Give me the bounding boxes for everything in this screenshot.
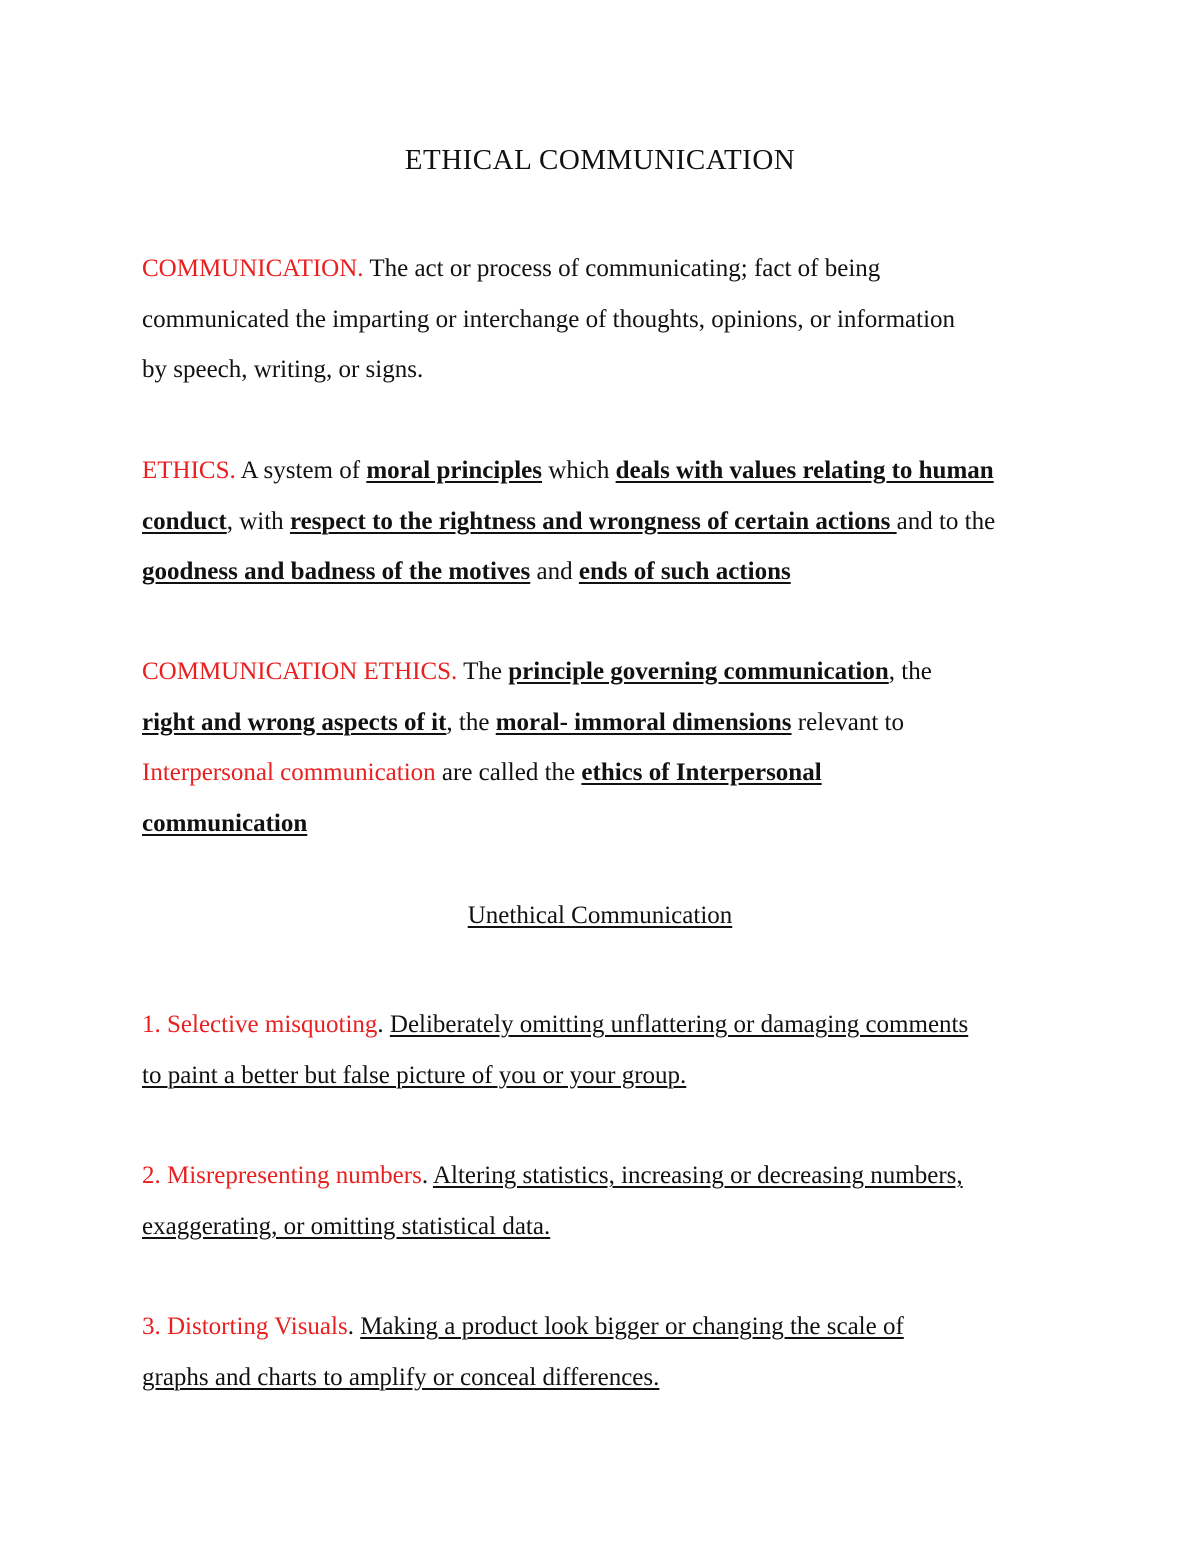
- page-title: ETHICAL COMMUNICATION: [404, 144, 796, 176]
- ethics-underline-values: deals with values relating to human: [615, 457, 994, 484]
- comm-ethics-underline-moral-immoral: moral- immoral dimensions: [495, 708, 792, 736]
- ethics-text: and: [530, 558, 579, 585]
- unethical-heading: Unethical Communication: [467, 902, 733, 929]
- item-text-1: Deliberately omitting unflattering or damaging comments: [389, 1011, 969, 1038]
- list-item: [142, 1151, 1072, 1252]
- communication-definition: [142, 244, 1072, 396]
- ethics-term: ETHICS.: [142, 457, 236, 484]
- comm-ethics-underline-right-wrong: right and wrong aspects of it: [142, 708, 447, 736]
- ethics-text: which: [542, 457, 616, 484]
- ethics-underline-ends: ends of such actions: [578, 558, 791, 585]
- ethics-underline-rightness: respect to the rightness and wrongness of certain actions: [289, 507, 897, 535]
- comm-ethics-text: relevant to: [791, 708, 904, 736]
- item-text-1: Altering statistics, increasing or decreasing numbers,: [432, 1162, 963, 1189]
- comm-ethics-interpersonal: Interpersonal communication: [142, 759, 436, 786]
- ethics-underline-conduct: conduct: [142, 507, 227, 535]
- communication-ethics-definition: [142, 647, 1072, 849]
- item-label: 1. Selective misquoting: [142, 1011, 378, 1038]
- comm-ethics-underline-ethics-of: ethics of Interpersonal: [581, 759, 822, 786]
- communication-text-1: The act or process of communicating; fact of being: [363, 255, 881, 282]
- item-label: 2. Misrepresenting numbers: [142, 1162, 422, 1189]
- ethics-text: A system of: [235, 457, 367, 484]
- communication-text-3: by speech, writing, or signs.: [142, 356, 424, 383]
- item-dot: .: [421, 1162, 429, 1189]
- item-text-2: to paint a better but false picture of you or your group.: [142, 1061, 687, 1089]
- ethics-definition: [142, 446, 1072, 598]
- comm-ethics-text: , the: [888, 658, 932, 685]
- comm-ethics-text: are called the: [435, 759, 582, 786]
- comm-ethics-text: The: [457, 658, 509, 685]
- comm-ethics-text: , the: [446, 708, 496, 736]
- communication-text-2: communicated the imparting or interchange of thoughts, opinions, or information: [142, 305, 956, 333]
- ethics-underline-goodness: goodness and badness of the motives: [142, 558, 531, 585]
- comm-ethics-underline-principle: principle governing communication: [508, 658, 889, 685]
- item-text-2: exaggerating, or omitting statistical data.: [142, 1212, 551, 1240]
- list-item: [142, 1302, 1072, 1403]
- item-dot: .: [347, 1313, 354, 1340]
- item-dot: .: [377, 1011, 384, 1038]
- item-text-1: Making a product look bigger or changing the scale of: [360, 1313, 904, 1340]
- item-text-2: graphs and charts to amplify or conceal differences.: [142, 1363, 660, 1391]
- ethics-text: and to the: [896, 507, 996, 535]
- ethics-text: , with: [226, 507, 290, 535]
- item-label: 3. Distorting Visuals: [142, 1313, 348, 1340]
- ethics-underline-moral-principles: moral principles: [366, 457, 543, 484]
- communication-ethics-term: COMMUNICATION ETHICS.: [142, 658, 458, 685]
- communication-term: COMMUNICATION.: [142, 255, 364, 282]
- list-item: [142, 1000, 1072, 1101]
- comm-ethics-underline-communication: communication: [142, 809, 308, 837]
